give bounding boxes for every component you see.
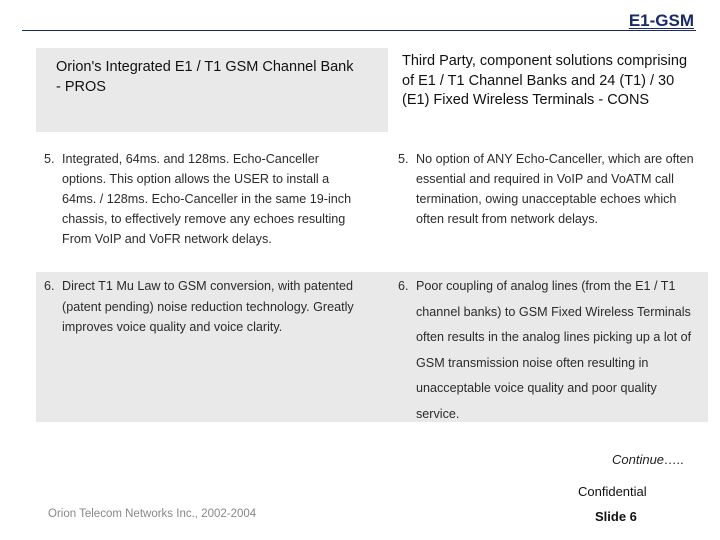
company-copyright: Orion Telecom Networks Inc., 2002-2004 [48,508,257,520]
pros-item-6-cell [36,272,388,422]
slide-title: E1-GSM [628,11,694,30]
cons-item-5 [398,149,698,229]
pros-item-5-cell [36,140,388,268]
cons-item-5-number: 5. [398,152,409,166]
title-rule [22,30,696,31]
pros-item-5-text: Integrated, 64ms. and 128ms. Echo-Canceller options. This option allows the USER to install a 64ms. / 128ms. Echo-Canceller in the same 19-inch chassis, to effectively remove any echoes resulting From VoIP and VoFR network delays. [62,152,352,246]
cons-header-cell [388,48,708,132]
cons-item-6-number: 6. [398,279,409,293]
slide-number: Slide 6 [595,509,637,524]
cons-item-6 [398,274,702,427]
pros-item-5 [44,149,364,249]
cons-item-5-text: No option of ANY Echo-Canceller, which are often essential and required in VoIP and VoATM call termination, owing unacceptable echoes which often result from network delays. [416,152,694,226]
cons-item-6-cell [388,272,708,422]
pros-heading: Orion's Integrated E1 / T1 GSM Channel Bank - PROS [56,59,354,95]
pros-item-6 [44,276,364,338]
cons-item-5-cell [388,140,708,268]
pros-item-5-number: 5. [44,152,55,166]
cons-item-6-text: Poor coupling of analog lines (from the E1 / T1 channel banks) to GSM Fixed Wireless Terminals often results in the analog lines picking up a lot of GSM transmission noise often resulting in unacceptable voice quality and poor quality service. [416,279,692,421]
confidential-label: Confidential [578,484,647,499]
pros-header-cell [36,48,388,132]
cons-heading: Third Party, component solutions comprising of E1 / T1 Channel Banks and 24 (T1) / 30 (E1) Fixed Wireless Terminals - CONS [402,53,688,108]
continue-label: Continue….. [612,452,685,467]
pros-item-6-number: 6. [44,279,55,293]
pros-item-6-text: Direct T1 Mu Law to GSM conversion, with patented (patent pending) noise reduction technology. Greatly improves voice quality and voice clarity. [62,279,354,334]
